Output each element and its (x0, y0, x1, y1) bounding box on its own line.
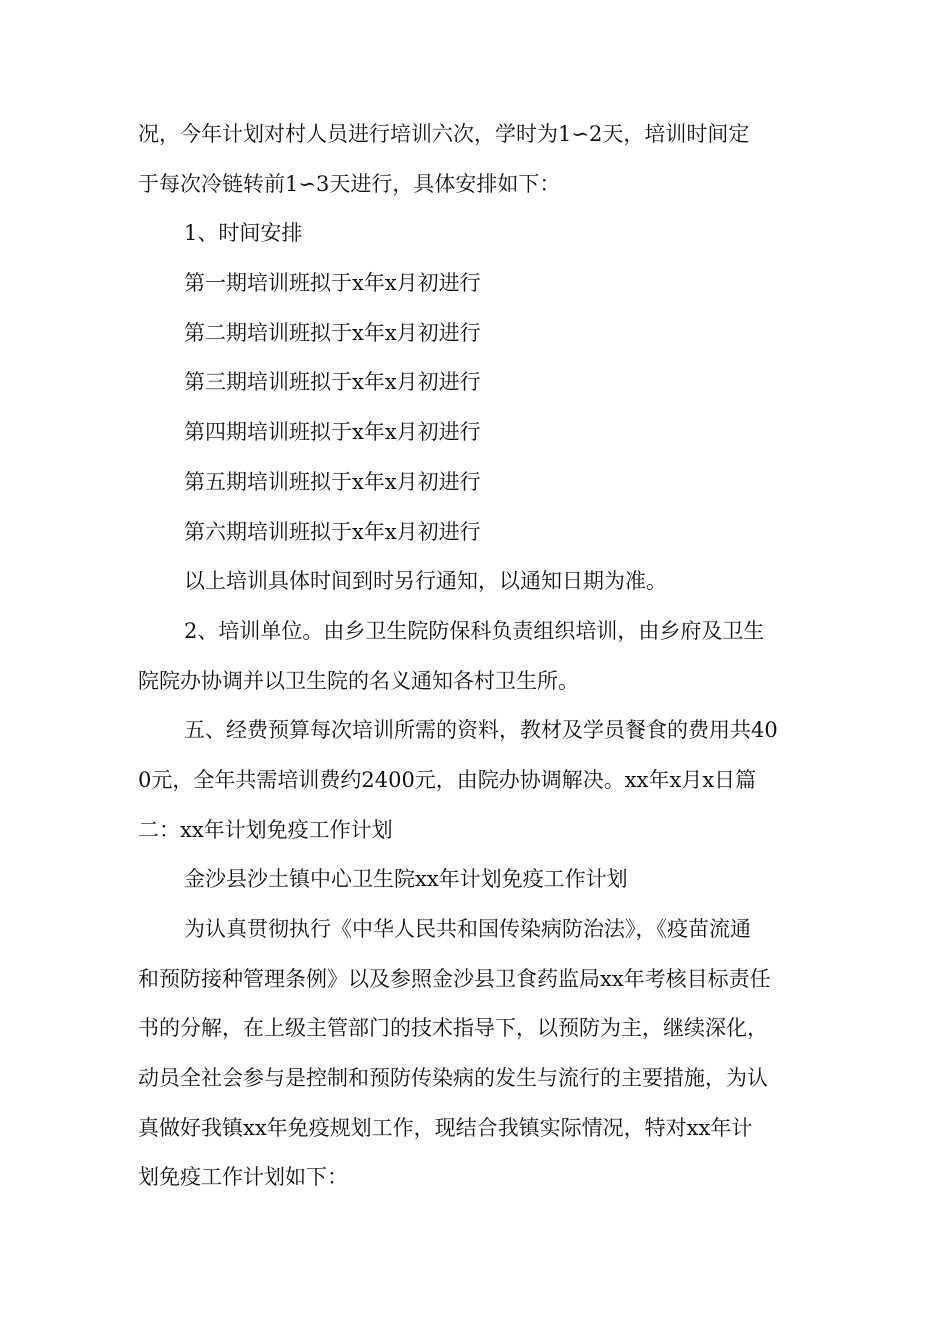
schedule-item: 第五期培训班拟于x年x月初进行 (184, 469, 481, 494)
text-line: 2、培训单位。由乡卫生院防保科负责组织培训，由乡府及卫生 (184, 618, 765, 643)
text-line: 划免疫工作计划如下： (138, 1165, 348, 1190)
text-line: 二：xx年计划免疫工作计划 (138, 817, 393, 842)
document-body (138, 110, 828, 1203)
schedule-item: 第四期培训班拟于x年x月初进行 (184, 420, 481, 445)
section-heading: 1、时间安排 (184, 221, 303, 246)
text-line: 院院办协调并以卫生院的名义通知各村卫生所。 (138, 668, 579, 693)
text-line: 五、经费预算每次培训所需的资料，教材及学员餐食的费用共40 (184, 718, 778, 743)
text-line: 0元，全年共需培训费约2400元，由院办协调解决。xx年x月x日篇 (138, 767, 757, 792)
text-line: 和预防接种管理条例》以及参照金沙县卫食药监局xx年考核目标责任 (138, 966, 771, 991)
text-line: 动员全社会参与是控制和预防传染病的发生与流行的主要措施，为认 (138, 1066, 768, 1091)
schedule-item: 第六期培训班拟于x年x月初进行 (184, 519, 481, 544)
text-line: 况，今年计划对村人员进行培训六次，学时为1∽2天，培训时间定 (138, 122, 750, 146)
text-line: 真做好我镇xx年免疫规划工作，现结合我镇实际情况，特对xx年计 (138, 1115, 753, 1140)
document-subtitle: 金沙县沙土镇中心卫生院xx年计划免疫工作计划 (184, 867, 628, 892)
text-line: 书的分解，在上级主管部门的技术指导下，以预防为主，继续深化， (138, 1016, 768, 1041)
schedule-item: 第二期培训班拟于x年x月初进行 (184, 320, 481, 345)
text-line: 以上培训具体时间到时另行通知，以通知日期为准。 (184, 569, 667, 594)
schedule-item: 第一期培训班拟于x年x月初进行 (184, 271, 481, 296)
text-line: 于每次冷链转前1∽3天进行，具体安排如下： (138, 171, 561, 196)
text-line: 为认真贯彻执行《中华人民共和国传染病防治法》，《疫苗流通 (184, 917, 751, 941)
schedule-item: 第三期培训班拟于x年x月初进行 (184, 370, 481, 395)
